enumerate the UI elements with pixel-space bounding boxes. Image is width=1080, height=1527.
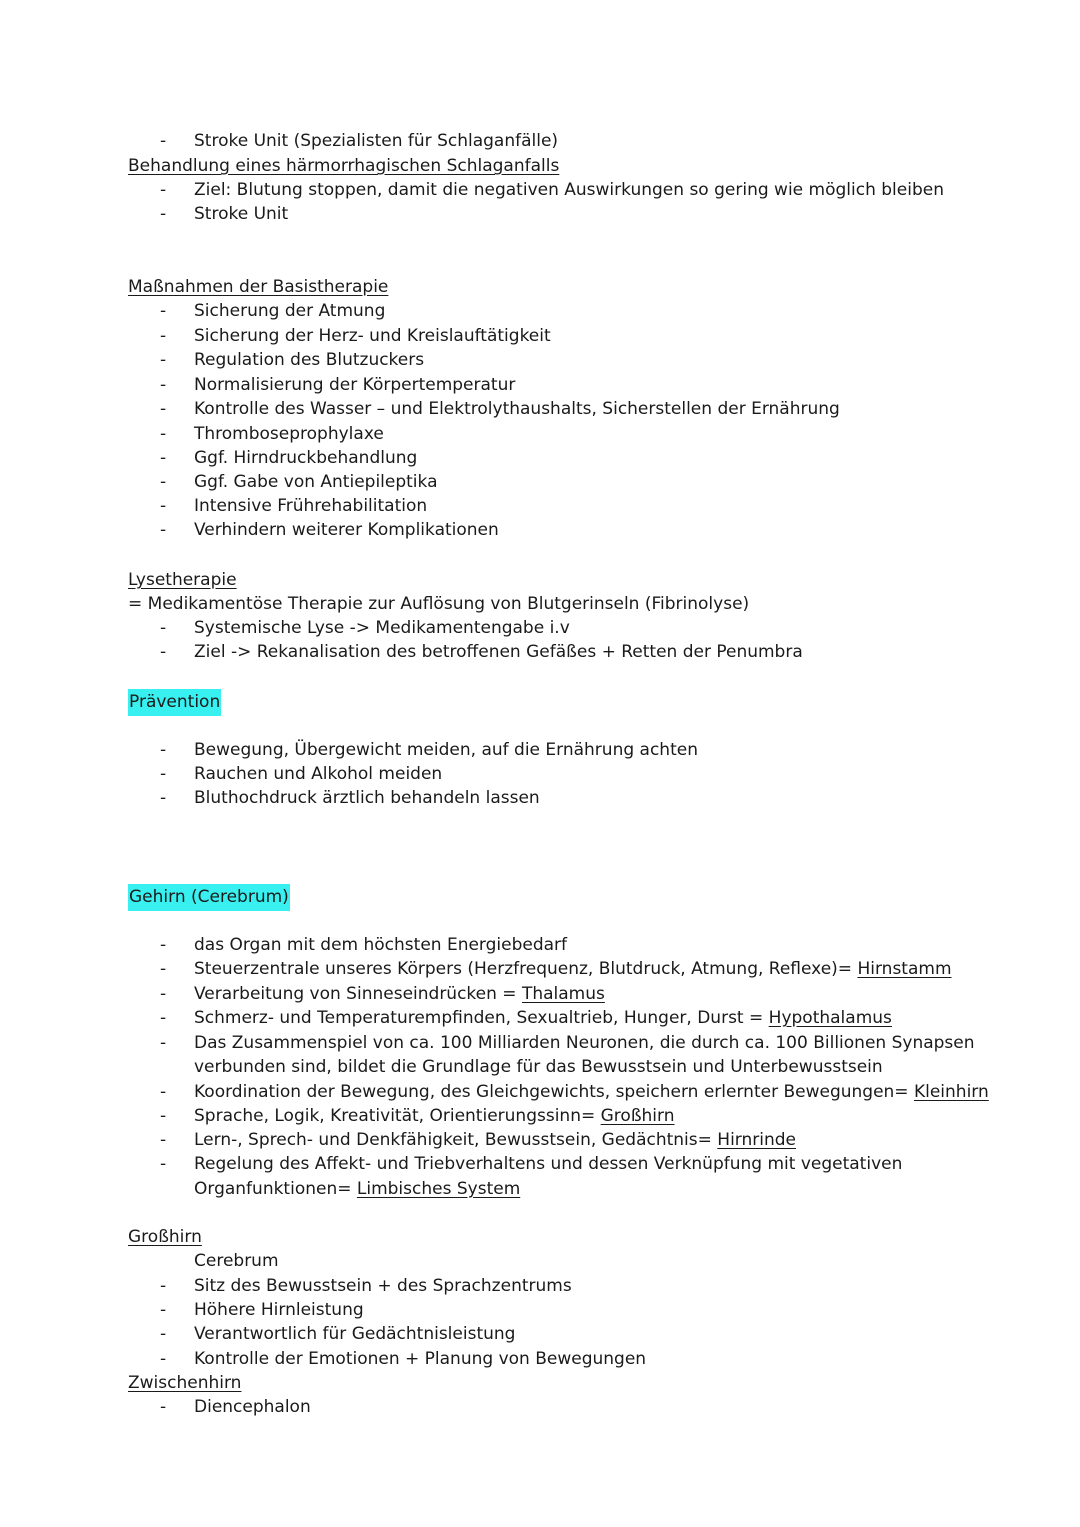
- section-heading-basistherapie: Maßnahmen der Basistherapie: [128, 277, 389, 297]
- term-hirnstamm: Hirnstamm: [857, 959, 952, 979]
- bullet-dash: -: [160, 375, 167, 395]
- bullet-dash: -: [160, 1106, 167, 1126]
- list-item: - Ggf. Gabe von Antiepileptika: [160, 472, 438, 492]
- list-item-continuation: verbunden sind, bildet die Grundlage für das Bewusstsein und Unterbewusstsein: [194, 1057, 883, 1077]
- list-item: - Kontrolle der Emotionen + Planung von Bewegungen: [160, 1349, 647, 1369]
- bullet-dash: -: [160, 472, 167, 492]
- term-thalamus: Thalamus: [521, 984, 605, 1004]
- list-item: - Normalisierung der Körpertemperatur: [160, 375, 516, 395]
- list-item: - Bluthochdruck ärztlich behandeln lassen: [160, 788, 540, 808]
- list-item: - Diencephalon: [160, 1397, 311, 1417]
- bullet-dash: -: [160, 764, 167, 784]
- list-item: - Systemische Lyse -> Medikamentengabe i.v: [160, 618, 570, 638]
- list-item: - Verarbeitung von Sinneseindrücken = Thalamus: [160, 984, 605, 1004]
- list-item: - Regelung des Affekt- und Triebverhaltens und dessen Verknüpfung mit vegetativen: [160, 1154, 903, 1174]
- section-heading-haemorrhagic: Behandlung eines härmorrhagischen Schlaganfalls: [128, 156, 560, 176]
- bullet-dash: -: [160, 1324, 167, 1344]
- section-heading-grosshirn: Großhirn: [128, 1227, 202, 1247]
- definition-line: = Medikamentöse Therapie zur Auflösung von Blutgerinseln (Fibrinolyse): [128, 594, 750, 614]
- bullet-dash: -: [160, 618, 167, 638]
- list-item: - Höhere Hirnleistung: [160, 1300, 364, 1320]
- term-hypothalamus: Hypothalamus: [768, 1008, 892, 1028]
- list-item: - Schmerz- und Temperaturempfinden, Sexualtrieb, Hunger, Durst = Hypothalamus: [160, 1008, 892, 1028]
- list-item: - Sicherung der Atmung: [160, 301, 386, 321]
- bullet-dash: -: [160, 959, 167, 979]
- list-item: - Verhindern weiterer Komplikationen: [160, 520, 499, 540]
- bullet-dash: -: [160, 520, 167, 540]
- section-heading-lysetherapie: Lysetherapie: [128, 570, 237, 590]
- list-item: - Thromboseprophylaxe: [160, 424, 384, 444]
- list-item-continuation: Organfunktionen= Limbisches System: [194, 1179, 521, 1199]
- bullet-dash: -: [160, 350, 167, 370]
- list-item: - Ziel -> Rekanalisation des betroffenen Gefäßes + Retten der Penumbra: [160, 642, 803, 662]
- section-heading-gehirn: Gehirn (Cerebrum): [0, 884, 1080, 908]
- bullet-dash: -: [160, 131, 167, 151]
- bullet-dash: -: [160, 740, 167, 760]
- term-kleinhirn: Kleinhirn: [913, 1082, 989, 1102]
- list-item: - Das Zusammenspiel von ca. 100 Milliarden Neuronen, die durch ca. 100 Billionen Synapsen: [160, 1033, 975, 1053]
- bullet-dash: -: [160, 642, 167, 662]
- bullet-dash: -: [160, 1082, 167, 1102]
- list-item: - Koordination der Bewegung, des Gleichgewichts, speichern erlernter Bewegungen= Kleinhirn: [160, 1082, 989, 1102]
- bullet-dash: -: [160, 399, 167, 419]
- bullet-dash: -: [160, 1008, 167, 1028]
- bullet-dash: -: [160, 1276, 167, 1296]
- list-item: - Sprache, Logik, Kreativität, Orientierungssinn= Großhirn: [160, 1106, 675, 1126]
- bullet-dash: -: [160, 326, 167, 346]
- list-item: - Ggf. Hirndruckbehandlung: [160, 448, 418, 468]
- list-item: - Intensive Frührehabilitation: [160, 496, 428, 516]
- list-item: - Sicherung der Herz- und Kreislauftätigkeit: [160, 326, 551, 346]
- bullet-dash: -: [160, 1397, 167, 1417]
- list-item: - Kontrolle des Wasser – und Elektrolythaushalts, Sicherstellen der Ernährung: [160, 399, 840, 419]
- term-limbisches-system: Limbisches System: [356, 1179, 521, 1199]
- bullet-dash: -: [160, 1130, 167, 1150]
- list-item: - das Organ mit dem höchsten Energiebedarf: [160, 935, 568, 955]
- term-grosshirn: Großhirn: [600, 1106, 675, 1126]
- bullet-dash: -: [160, 496, 167, 516]
- list-item: - Steuerzentrale unseres Körpers (Herzfrequenz, Blutdruck, Atmung, Reflexe)= Hirnstamm: [160, 959, 952, 979]
- list-item: Cerebrum: [194, 1251, 279, 1271]
- bullet-dash: -: [160, 180, 167, 200]
- bullet-dash: -: [160, 935, 167, 955]
- list-item: - Bewegung, Übergewicht meiden, auf die Ernährung achten: [160, 740, 698, 760]
- bullet-dash: -: [160, 424, 167, 444]
- list-item: - Ziel: Blutung stoppen, damit die negativen Auswirkungen so gering wie möglich bleiben: [160, 180, 944, 200]
- list-item: - Stroke Unit (Spezialisten für Schlaganfälle): [160, 131, 559, 151]
- bullet-dash: -: [160, 1154, 167, 1174]
- list-item: - Regulation des Blutzuckers: [160, 350, 425, 370]
- bullet-dash: -: [160, 788, 167, 808]
- bullet-dash: -: [160, 984, 167, 1004]
- list-item: - Lern-, Sprech- und Denkfähigkeit, Bewusstsein, Gedächtnis= Hirnrinde: [160, 1130, 796, 1150]
- bullet-dash: -: [160, 1349, 167, 1369]
- list-item: - Stroke Unit: [160, 204, 289, 224]
- bullet-dash: -: [160, 448, 167, 468]
- section-heading-praevention: Prävention: [0, 689, 1080, 713]
- section-heading-zwischenhirn: Zwischenhirn: [128, 1373, 242, 1393]
- term-hirnrinde: Hirnrinde: [717, 1130, 796, 1150]
- bullet-dash: -: [160, 1033, 167, 1053]
- bullet-dash: -: [160, 301, 167, 321]
- bullet-dash: -: [160, 204, 167, 224]
- list-item: - Sitz des Bewusstsein + des Sprachzentrums: [160, 1276, 572, 1296]
- bullet-dash: -: [160, 1300, 167, 1320]
- list-item: - Rauchen und Alkohol meiden: [160, 764, 443, 784]
- list-item: - Verantwortlich für Gedächtnisleistung: [160, 1324, 516, 1344]
